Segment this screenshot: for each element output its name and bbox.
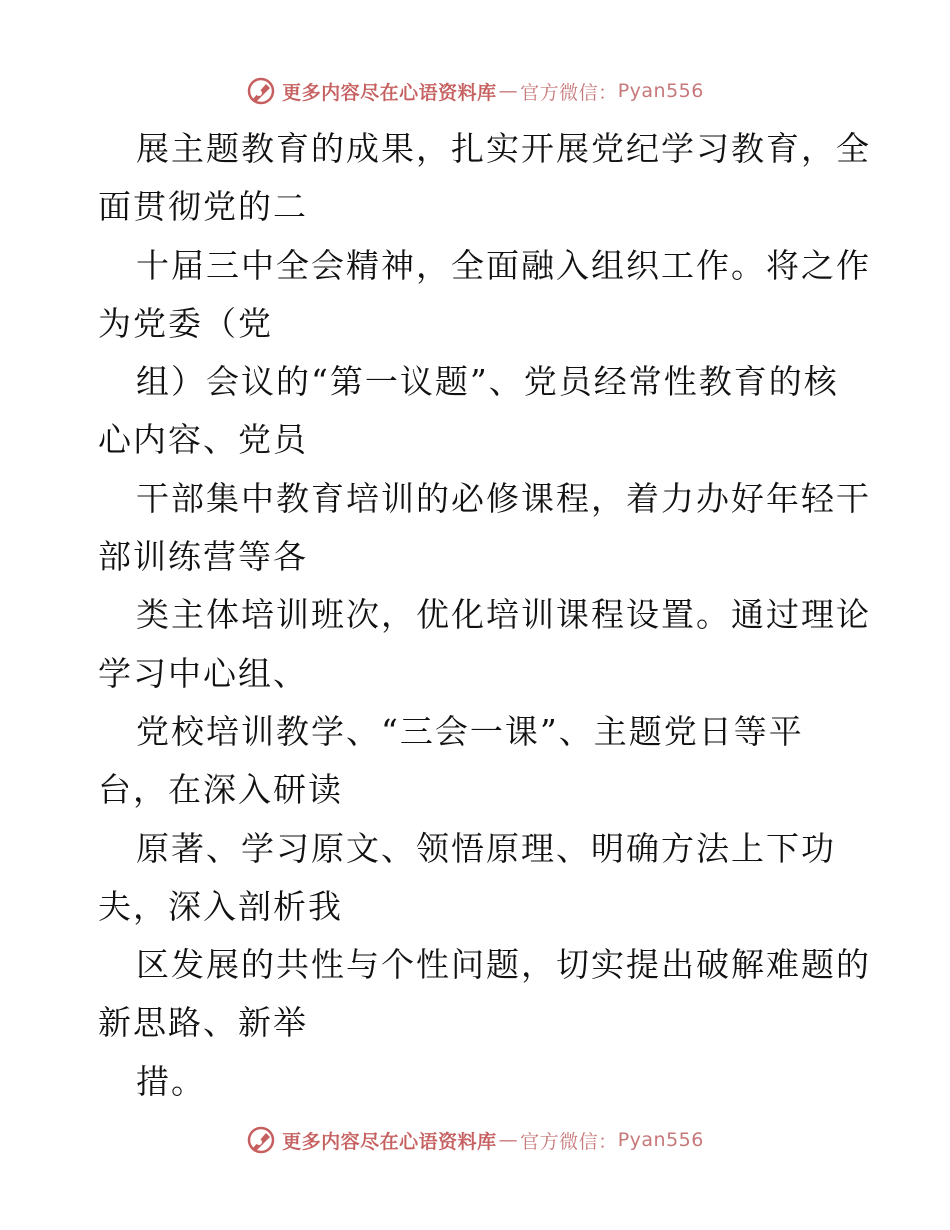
header-wechat-id: Pyan556 [617, 80, 704, 102]
text-line: 干部集中教育培训的必修课程，着力办好年轻干 [136, 478, 871, 518]
header-wechat-label: 官方微信： [520, 81, 618, 104]
text-line: 新思路、新举 [98, 1003, 308, 1043]
text-line: 十届三中全会精神，全面融入组织工作。将之作 [136, 245, 871, 285]
text-line: 类主体培训班次，优化培训课程设置。通过理论 [136, 595, 871, 635]
text-line: 台，在深入研读 [98, 770, 343, 810]
text-line: 心内容、党员 [98, 420, 308, 460]
footer-watermark [0, 1120, 950, 1160]
document-body [98, 120, 871, 1111]
text-line: 区发展的共性与个性问题，切实提出破解难题的 [136, 945, 871, 985]
footer-wechat-id: Pyan556 [617, 1129, 704, 1151]
footer-wechat-label: 官方微信： [520, 1130, 618, 1153]
header-watermark [0, 71, 950, 111]
text-line: 夫，深入剖析我 [98, 886, 343, 926]
footer-separator: — [498, 1129, 519, 1151]
text-line: 部训练营等各 [98, 537, 308, 577]
header-brand-text: 更多内容尽在心语资料库 [282, 81, 497, 104]
text-line: 展主题教育的成果，扎实开展党纪学习教育，全 [136, 129, 871, 168]
header-separator: — [498, 80, 519, 102]
text-line: 组）会议的“第一议题”、党员经常性教育的核 [136, 362, 839, 402]
text-line: 面贯彻党的二 [98, 187, 308, 227]
text-line: 为党委（党 [98, 303, 273, 343]
pen-logo-icon [246, 76, 276, 106]
text-line: 学习中心组、 [98, 653, 308, 693]
text-line: 党校培训教学、“三会一课”、主题党日等平 [136, 711, 804, 751]
pen-logo-icon [246, 1125, 276, 1155]
text-line: 措。 [136, 1061, 206, 1101]
footer-brand-text: 更多内容尽在心语资料库 [282, 1130, 497, 1153]
text-line: 原著、学习原文、领悟原理、明确方法上下功 [136, 828, 836, 868]
